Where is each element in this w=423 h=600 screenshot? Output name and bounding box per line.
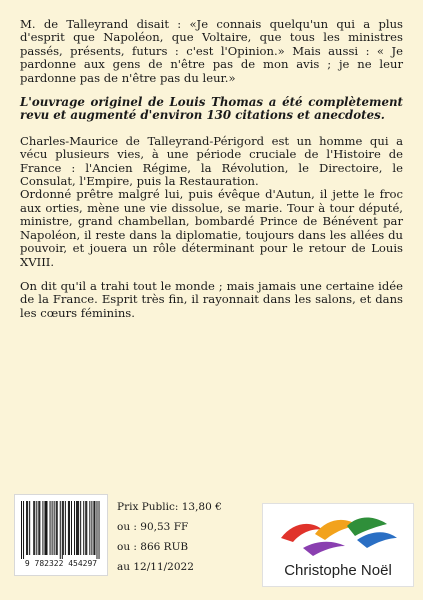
barcode-bar	[77, 501, 78, 555]
barcode-bars	[21, 501, 101, 559]
bio-paragraph-1: Charles-Maurice de Talleyrand-Périgord est un homme qui a vécu plusieurs vies, à une période cruciale de l'Histoire de France : l'Ancien Régime, la Révolution, le Directoire, le Consulat, l'Empire, puis la Restauration.	[20, 133, 403, 189]
barcode-bar	[94, 501, 95, 555]
barcode-bar	[26, 501, 27, 555]
barcode-bar	[89, 501, 90, 555]
barcode-bar	[69, 501, 70, 555]
barcode-bar	[45, 501, 46, 555]
cover-text	[20, 18, 403, 331]
barcode-bar	[85, 501, 86, 555]
barcode-bar	[27, 501, 28, 555]
barcode-bar	[80, 501, 81, 555]
logo-swoosh-icon	[263, 504, 413, 564]
barcode-bar	[34, 501, 35, 555]
bio-paragraph-3: On dit qu'il a trahi tout le monde ; mais jamais une certaine idée de la France. Esprit très fin, il rayonnait dans les salons, et dans les cœurs féminins.	[20, 278, 403, 320]
price-ff: ou : 90,53 FF	[117, 521, 189, 533]
barcode-bar	[93, 501, 94, 555]
barcode-bar	[52, 501, 53, 555]
barcode-bar	[91, 501, 92, 555]
publisher-logo	[262, 503, 414, 587]
barcode-bar	[78, 501, 79, 555]
isbn-barcode	[14, 494, 108, 576]
price-date: au 12/11/2022	[117, 561, 194, 573]
barcode-bar	[65, 501, 66, 555]
barcode-bar	[47, 501, 48, 555]
barcode-bar	[29, 501, 30, 555]
barcode-bar	[44, 501, 45, 555]
price-list	[117, 497, 237, 577]
barcode-bar	[21, 501, 22, 559]
barcode-digits: 9 782322 454297	[24, 559, 98, 568]
barcode-bar	[60, 501, 61, 559]
price-rub: ou : 866 RUB	[117, 541, 189, 553]
barcode-bar	[36, 501, 37, 555]
barcode-bar	[71, 501, 72, 555]
barcode-bar	[23, 501, 24, 559]
barcode-bar	[86, 501, 87, 555]
barcode-bar	[56, 501, 57, 555]
barcode-bar	[83, 501, 84, 555]
barcode-bar	[68, 501, 69, 555]
barcode-bar	[96, 501, 97, 559]
logo-text: Christophe Noël	[284, 562, 392, 579]
edition-note: L'ouvrage originel de Louis Thomas a été complètement revu et augmenté d'environ 130 citations et anecdotes.	[20, 95, 403, 123]
barcode-bar	[33, 501, 34, 555]
barcode-bar	[38, 501, 39, 555]
barcode-bar	[76, 501, 77, 555]
barcode-bar	[62, 501, 63, 559]
barcode-bar	[99, 501, 100, 559]
barcode-bar	[50, 501, 51, 555]
barcode-bar	[39, 501, 40, 555]
quote-paragraph: M. de Talleyrand disait : «Je connais quelqu'un qui a plus d'esprit que Napoléon, que Voltaire, que tous les ministres passés, présents, futurs : c'est l'Opinion.» Mais aussi : « Je pardonne aux gens de n'être pas de mon avis ; je ne leur pardonne pas de n'être pas du leur.»	[20, 17, 403, 85]
barcode-bar	[63, 501, 64, 555]
barcode-bar	[54, 501, 55, 555]
barcode-bar	[57, 501, 58, 555]
barcode-bar	[74, 501, 75, 555]
barcode-bar	[42, 501, 43, 555]
bio-paragraph-2: Ordonné prêtre malgré lui, puis évêque d'Autun, il jette le froc aux orties, mène une vie dissolue, se marie. Tour à tour député, ministre, grand chambellan, bombardé Prince de Bénévent par Napoléon, il reste dans la diplomatie, toujours dans les allées du pouvoir, et jouera un rôle déterminant pour le retour de Louis XVIII.	[20, 187, 403, 269]
price-public: Prix Public: 13,80 €	[117, 501, 222, 513]
